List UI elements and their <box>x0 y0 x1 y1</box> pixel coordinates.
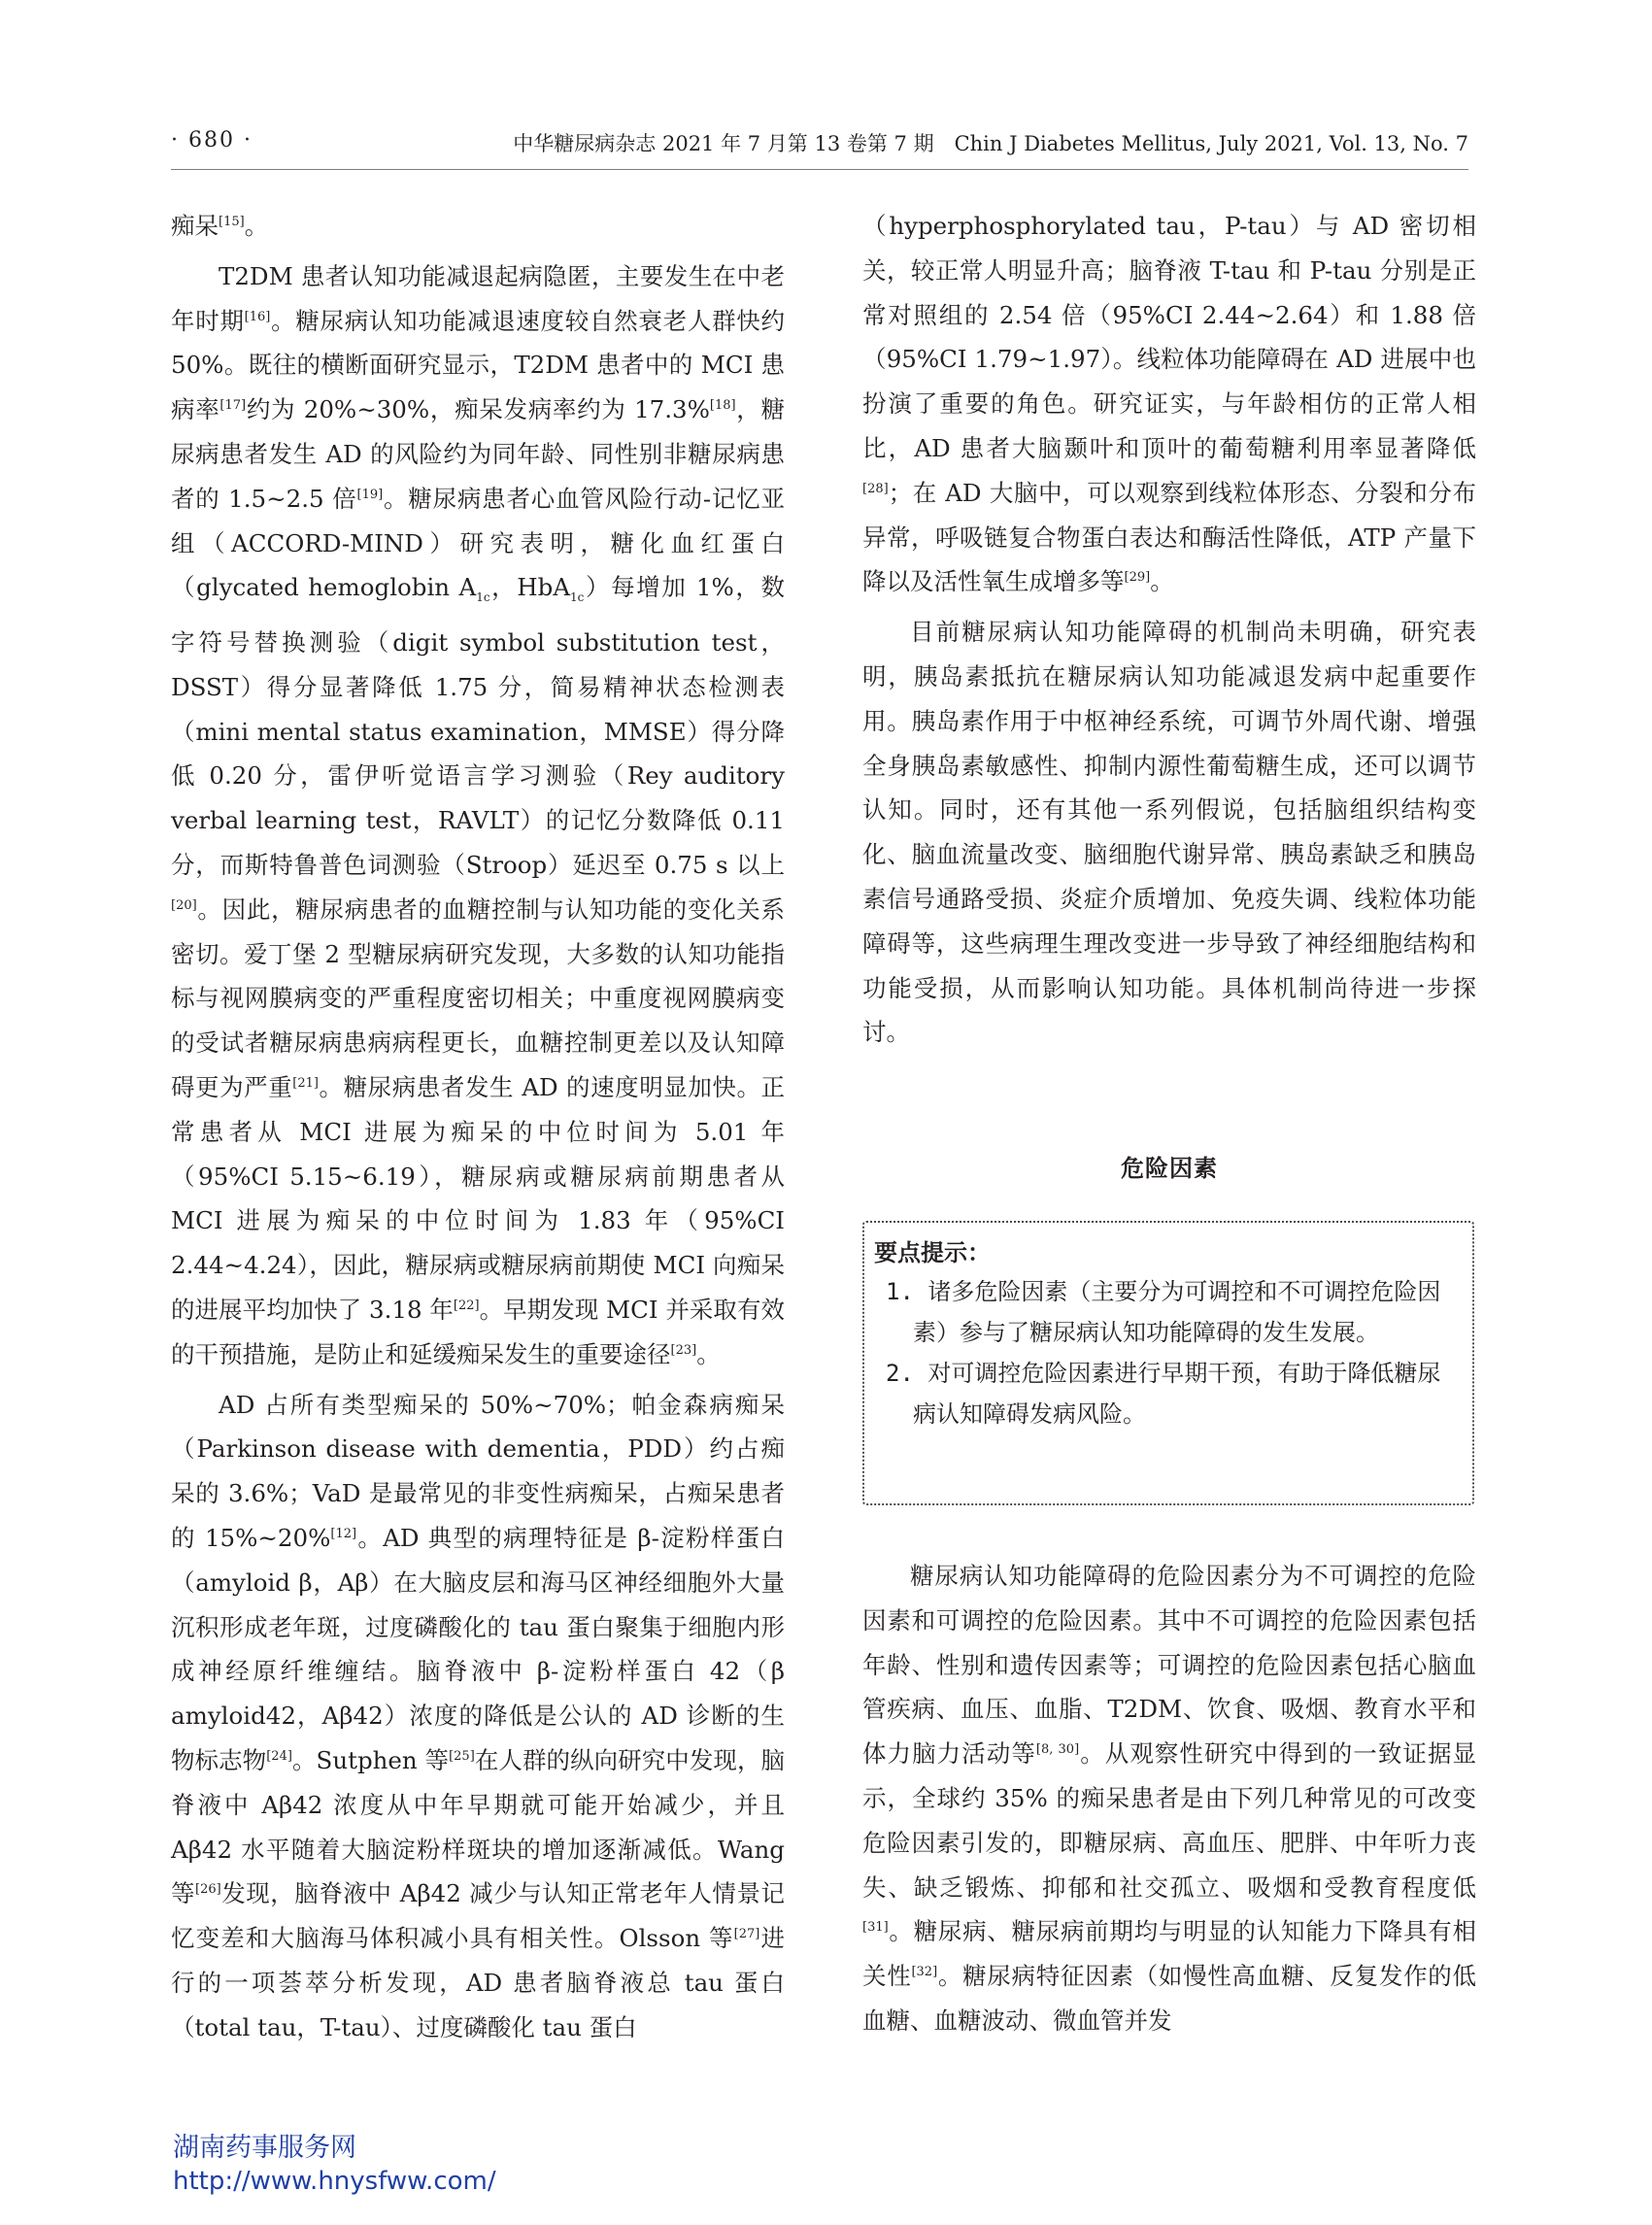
citation: [19] <box>356 487 384 502</box>
journal-citation: 中华糖尿病杂志 2021 年 7 月第 13 卷第 7 期 Chin J Diabetes Mellitus, July 2021, Vol. 13, No. 7 <box>513 132 1468 155</box>
key-points-box <box>862 1221 1474 1505</box>
citation: [16] <box>244 309 271 324</box>
paragraph: 目前糖尿病认知功能障碍的机制尚未明确，研究表明，胰岛素抵抗在糖尿病认知功能减退发病中起重要作用。胰岛素作用于中枢神经系统，可调节外周代谢、增强全身胰岛素敏感性、抑制内源性葡萄糖生成，还可以调节认知。同时，还有其他一系列假说，包括脑组织结构变化、脑血流量改变、脑细胞代谢异常、胰岛素缺乏和胰岛素信号通路受损、炎症介质增加、免疫失调、线粒体功能障碍等，这些病理生理改变进一步导致了神经细胞结构和功能受损，从而影响认知功能。具体机制尚待进一步探讨。 <box>862 618 1476 1047</box>
key-points-title: 要点提示： <box>874 1239 991 1266</box>
watermark <box>173 2132 496 2198</box>
header-rule <box>171 169 1468 170</box>
citation: [23] <box>670 1342 697 1358</box>
page-header <box>171 128 1468 167</box>
citation: [22] <box>453 1298 480 1314</box>
citation: [25] <box>449 1748 475 1764</box>
citation: [26] <box>195 1882 221 1898</box>
citation: [21] <box>292 1076 319 1092</box>
watermark-name: 湖南药事服务网 <box>173 2133 356 2163</box>
citation: [20] <box>171 897 197 913</box>
paragraph: （hyperphosphorylated tau，P-tau）与 AD 密切相关，较正常人明显升高；脑脊液 T-tau 和 P-tau 分别是正常对照组的 2.54 倍（95%CI 2.44~2.64）和 1.88 倍（95%CI 1.79~1.97）。线粒体功能障碍在 AD 进展中也扮演了重要的角色。研究证实，与年龄相仿的正常人相比，AD 患者大脑颞叶和顶叶的葡萄糖利用率显著降低[28]；在 AD 大脑中，可以观察到线粒体形态、分裂和分布异常，呼吸链复合物蛋白表达和酶活性降低，ATP 产量下降以及活性氧生成增多等[29]。 <box>862 212 1476 596</box>
paragraph: 痴呆[15]。 <box>171 212 269 240</box>
citation: [31] <box>862 1920 889 1936</box>
watermark-url[interactable]: http://www.hnysfww.com/ <box>173 2167 496 2196</box>
section-heading: 危险因素 <box>1121 1155 1218 1182</box>
paragraph: AD 占所有类型痴呆的 50%~70%；帕金森病痴呆（Parkinson disease with dementia，PDD）约占痴呆的 3.6%；VaD 是最常见的非变性病痴呆，占痴呆患者的 15%~20%[12]。AD 典型的病理特征是 β-淀粉样蛋白（amyloid β，Aβ）在大脑皮层和海马区神经细胞外大量沉积形成老年斑，过度磷酸化的 tau 蛋白聚集于细胞内形成神经原纤维缠结。脑脊液中 β-淀粉样蛋白 42（β amyloid42，Aβ42）浓度的降低是公认的 AD 诊断的生物标志物[24]。Sutphen 等[25]在人群的纵向研究中发现，脑脊液中 Aβ42 浓度从中年早期就可能开始减少，并且 Aβ42 水平随着大脑淀粉样斑块的增加逐渐减低。Wang 等[26]发现，脑脊液中 Aβ42 减少与认知正常老年人情景记忆变差和大脑海马体积减小具有相关性。Olsson 等[27]进行的一项荟萃分析发现，AD 患者脑脊液总 tau 蛋白（total tau，T-tau）、过度磷酸化 tau 蛋白 <box>171 1390 786 2041</box>
citation: [15] <box>219 215 245 229</box>
right-column <box>862 204 1476 1055</box>
right-column-lower <box>862 1554 1476 2043</box>
citation: [29] <box>1124 570 1151 586</box>
citation: [17] <box>219 398 247 414</box>
citation: [8, 30] <box>1035 1742 1080 1758</box>
key-point-item: 2. 对可调控危险因素进行早期干预，有助于降低糖尿病认知障碍发病风险。 <box>886 1360 1441 1428</box>
citation: [27] <box>733 1927 760 1942</box>
citation: [28] <box>862 481 889 496</box>
page-number: · 680 · <box>171 128 253 152</box>
citation: [18] <box>709 398 736 414</box>
left-column <box>171 204 785 2050</box>
citation: [12] <box>330 1527 357 1541</box>
citation: [32] <box>911 1965 938 1980</box>
paragraph: T2DM 患者认知功能减退起病隐匿，主要发生在中老年时期[16]。糖尿病认知功能减退速度较自然衰老人群快约 50%。既往的横断面研究显示，T2DM 患者中的 MCI 患病率[17]约为 20%~30%，痴呆发病率约为 17.3%[18]，糖尿病患者发生 AD 的风险约为同年龄、同性别非糖尿病患者的 1.5~2.5 倍[19]。糖尿病患者心血管风险行动-记忆亚组（ACCORD-MIND）研究表明，糖化血红蛋白（glycated hemoglobin $A_{1c}$，HbA$_{1c}$）每增加 1%，数字符号替换测验（digit symbol substitution test，DSST）得分显著降低 1.75 分，简易精神状态检测表（mini mental status examination，MMSE）得分降低 0.20 分，雷伊听觉语言学习测验（Rey auditory verbal learning test，RAVLT）的记忆分数降低 0.11 分，而斯特鲁普色词测验（Stroop）延迟至 0.75 s 以上[20]。因此，糖尿病患者的血糖控制与认知功能的变化关系密切。爱丁堡 2 型糖尿病研究发现，大多数的认知功能指标与视网膜病变的严重程度密切相关；中重度视网膜病变的受试者糖尿病患病病程更长，血糖控制更差以及认知障碍更为严重[21]。糖尿病患者发生 AD 的速度明显加快。正常患者从 MCI 进展为痴呆的中位时间为 5.01 年（95%CI 5.15~6.19），糖尿病或糖尿病前期患者从 MCI 进展为痴呆的中位时间为 1.83 年（95%CI 2.44~4.24），因此，糖尿病或糖尿病前期使 MCI 向痴呆的进展平均加快了 3.18 年[22]。早期发现 MCI 并采取有效的干预措施，是防止和延缓痴呆发生的重要途径[23]。 <box>171 261 786 1368</box>
key-point-item: 1. 诸多危险因素（主要分为可调控和不可调控危险因素）参与了糖尿病认知功能障碍的发生发展。 <box>886 1278 1441 1346</box>
paragraph: 糖尿病认知功能障碍的危险因素分为不可调控的危险因素和可调控的危险因素。其中不可调控的危险因素包括年龄、性别和遗传因素等；可调控的危险因素包括心脑血管疾病、血压、血脂、T2DM、饮食、吸烟、教育水平和体力脑力活动等[8, 30]。从观察性研究中得到的一致证据显示，全球约 35% 的痴呆患者是由下列几种常见的可改变危险因素引发的，即糖尿病、高血压、肥胖、中年听力丧失、缺乏锻炼、抑郁和社交孤立、吸烟和受教育程度低[31]。糖尿病、糖尿病前期均与明显的认知能力下降具有相关性[32]。糖尿病特征因素（如慢性高血糖、反复发作的低血糖、血糖波动、微血管并发 <box>862 1562 1477 2035</box>
citation: [24] <box>266 1748 292 1764</box>
